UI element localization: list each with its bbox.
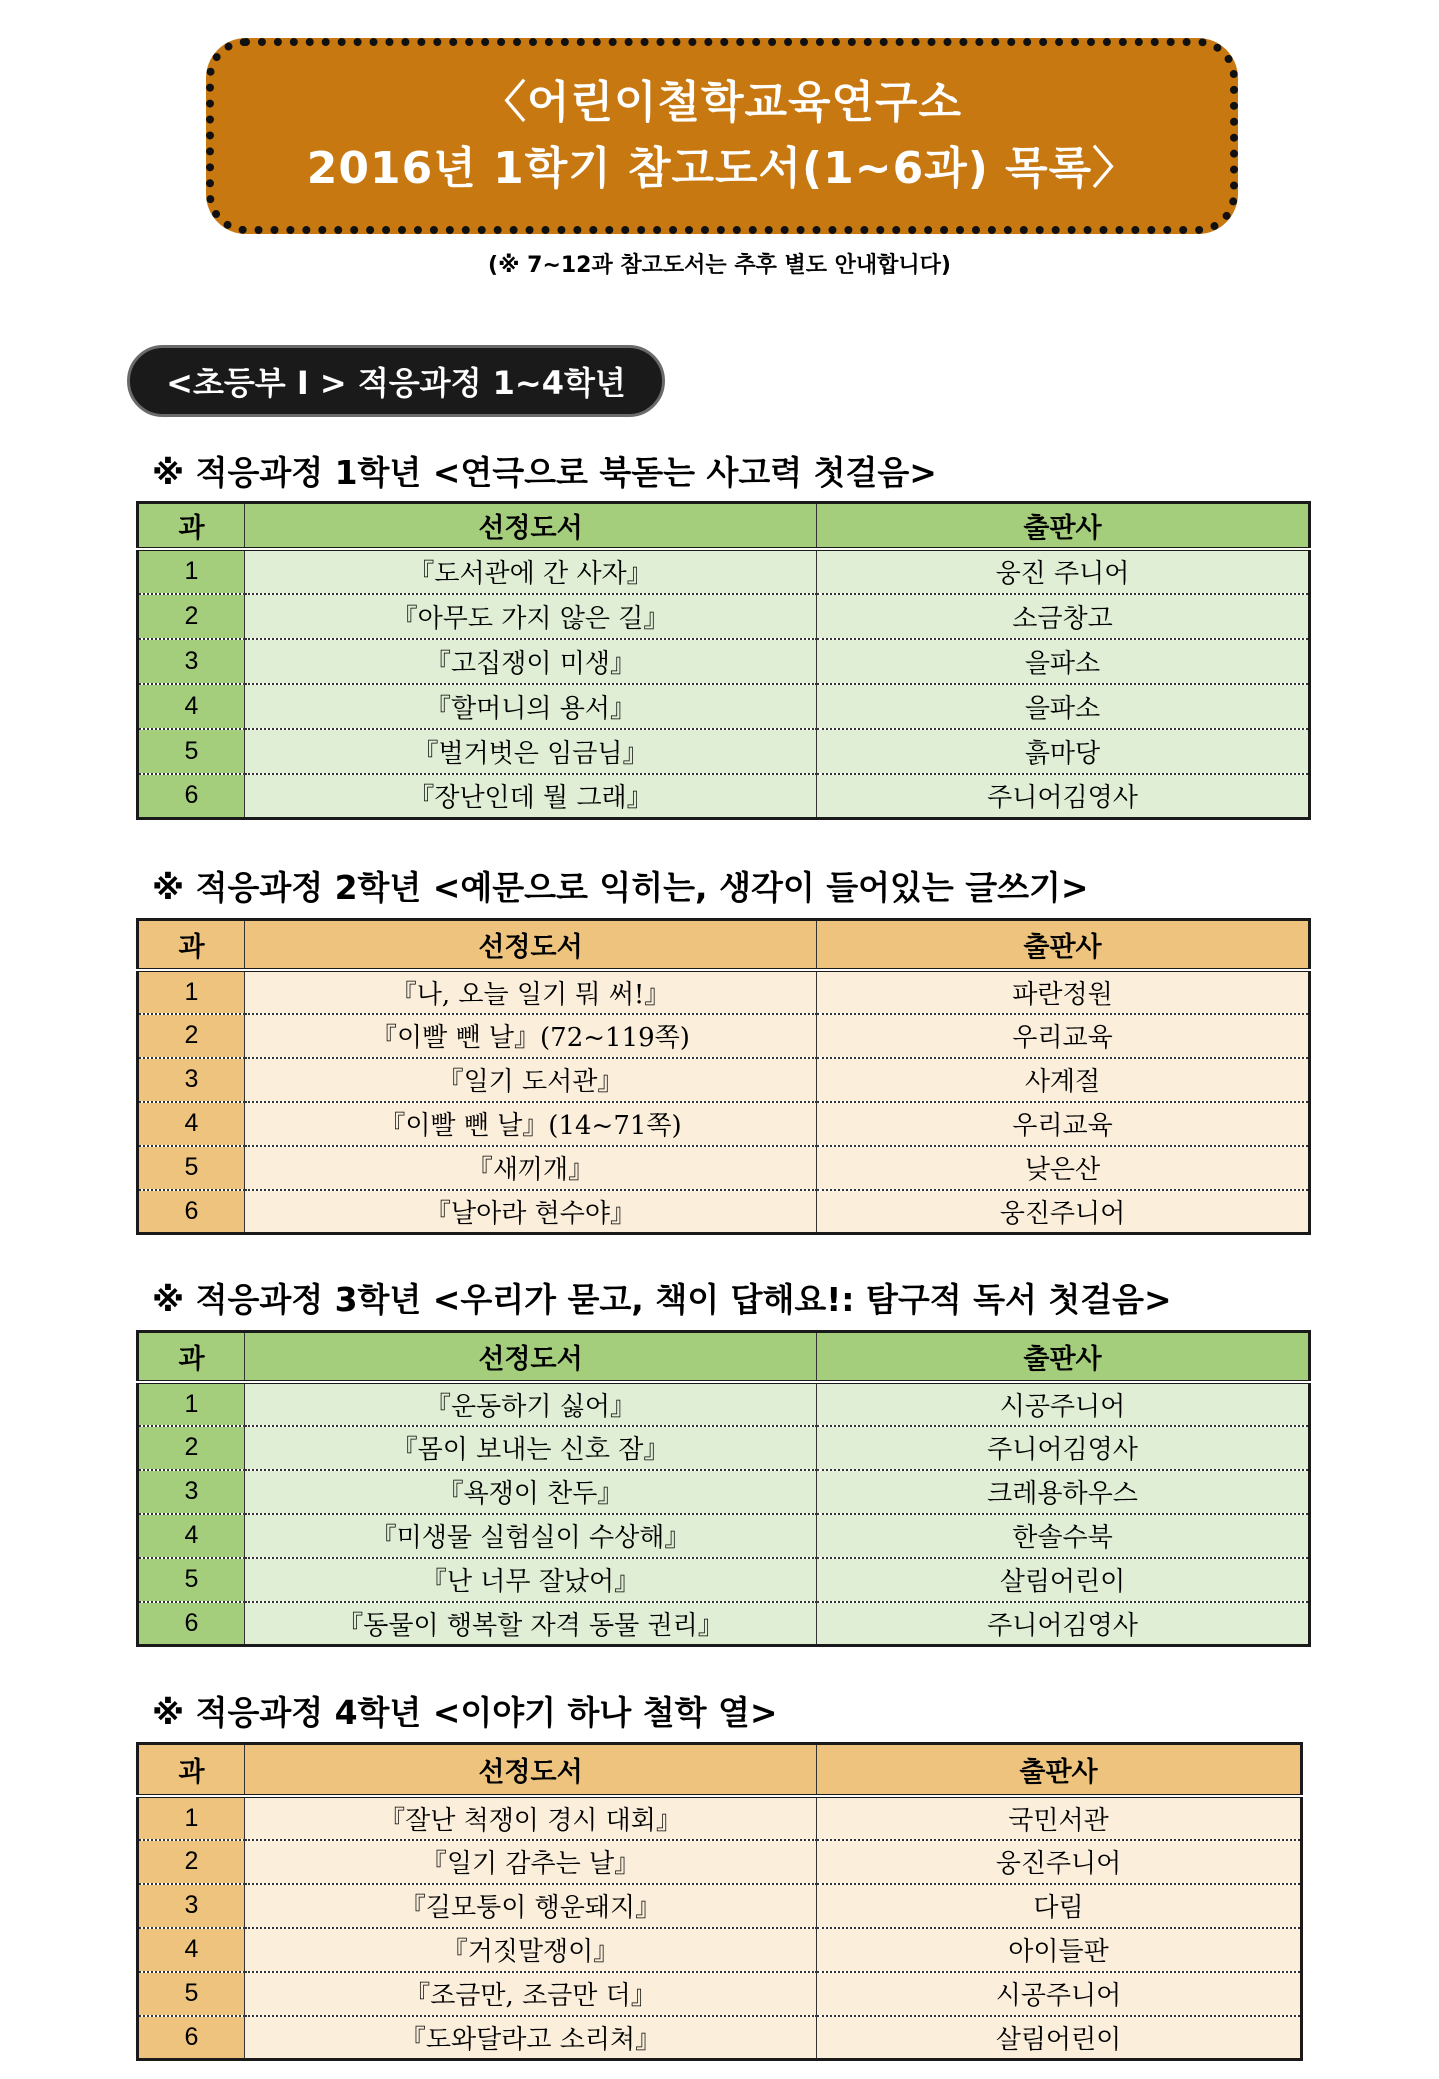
book-title: 『고집쟁이 미생』: [245, 639, 817, 684]
publisher: 주니어김영사: [817, 1602, 1310, 1646]
book-table-grade2: [136, 918, 1311, 1235]
section-title-grade3: ※ 적응과정 3학년 <우리가 묻고, 책이 답해요!: 탐구적 독서 첫걸음>: [152, 1280, 1172, 1319]
book-table-grade1: [136, 501, 1311, 820]
lesson-number: 5: [138, 1972, 245, 2016]
col-header-publisher: 출판사: [817, 1744, 1302, 1796]
book-title: 『운동하기 싫어』: [245, 1382, 817, 1426]
lesson-number: 2: [138, 1014, 245, 1058]
publisher: 시공주니어: [817, 1972, 1302, 2016]
book-title: 『난 너무 잘났어』: [245, 1558, 817, 1602]
section-title-grade1: ※ 적응과정 1학년 <연극으로 북돋는 사고력 첫걸음>: [152, 453, 937, 492]
lesson-number: 6: [138, 774, 245, 819]
book-table-grade4: [136, 1742, 1303, 2061]
col-header-lesson: 과: [138, 503, 245, 549]
book-title: 『몸이 보내는 신호 잠』: [245, 1426, 817, 1470]
table-row: [138, 1514, 1310, 1558]
table-row: [138, 684, 1310, 729]
page-title-line2: 2016년 1학기 참고도서(1~6과) 목록〉: [306, 143, 1138, 194]
publisher: 을파소: [817, 639, 1310, 684]
table-row: [138, 1602, 1310, 1646]
page-title-line1: 〈어린이철학교육연구소: [481, 77, 963, 128]
book-title: 『할머니의 용서』: [245, 684, 817, 729]
book-title: 『동물이 행복할 자격 동물 권리』: [245, 1602, 817, 1646]
col-header-book: 선정도서: [245, 1744, 817, 1796]
table-header-row: [138, 503, 1310, 549]
col-header-publisher: 출판사: [817, 1332, 1310, 1382]
book-table-grade3: [136, 1330, 1311, 1647]
lesson-number: 4: [138, 1514, 245, 1558]
lesson-number: 4: [138, 1102, 245, 1146]
book-title: 『도와달라고 소리쳐』: [245, 2016, 817, 2060]
table-row: [138, 594, 1310, 639]
table-row: [138, 1146, 1310, 1190]
publisher: 우리교육: [817, 1014, 1310, 1058]
lesson-number: 3: [138, 639, 245, 684]
publisher: 크레용하우스: [817, 1470, 1310, 1514]
page-title-box: [206, 38, 1238, 234]
lesson-number: 1: [138, 549, 245, 594]
col-header-book: 선정도서: [245, 1332, 817, 1382]
lesson-number: 6: [138, 2016, 245, 2060]
col-header-book: 선정도서: [245, 920, 817, 970]
publisher: 살림어린이: [817, 1558, 1310, 1602]
book-title: 『벌거벗은 임금님』: [245, 729, 817, 774]
table-row: [138, 1972, 1302, 2016]
table-header-row: [138, 920, 1310, 970]
publisher: 살림어린이: [817, 2016, 1302, 2060]
table-row: [138, 549, 1310, 594]
table-row: [138, 1102, 1310, 1146]
publisher: 흙마당: [817, 729, 1310, 774]
section-title-grade2: ※ 적응과정 2학년 <예문으로 익히는, 생각이 들어있는 글쓰기>: [152, 868, 1089, 907]
book-title: 『일기 감추는 날』: [245, 1840, 817, 1884]
table-row: [138, 1014, 1310, 1058]
table-row: [138, 1558, 1310, 1602]
book-title: 『나, 오늘 일기 뭐 써!』: [245, 970, 817, 1014]
lesson-number: 1: [138, 1382, 245, 1426]
lesson-number: 1: [138, 1796, 245, 1840]
publisher: 국민서관: [817, 1796, 1302, 1840]
table-row: [138, 1884, 1302, 1928]
lesson-number: 2: [138, 1426, 245, 1470]
publisher: 파란정원: [817, 970, 1310, 1014]
col-header-book: 선정도서: [245, 503, 817, 549]
book-title: 『이빨 뺀 날』(72~119쪽): [245, 1014, 817, 1058]
lesson-number: 3: [138, 1470, 245, 1514]
col-header-lesson: 과: [138, 1744, 245, 1796]
table-row: [138, 2016, 1302, 2060]
col-header-publisher: 출판사: [817, 503, 1310, 549]
section-title-grade4: ※ 적응과정 4학년 <이야기 하나 철학 열>: [152, 1693, 778, 1732]
book-title: 『장난인데 뭘 그래』: [245, 774, 817, 819]
publisher: 우리교육: [817, 1102, 1310, 1146]
book-title: 『잘난 척쟁이 경시 대회』: [245, 1796, 817, 1840]
publisher: 소금창고: [817, 594, 1310, 639]
lesson-number: 3: [138, 1884, 245, 1928]
table-header-row: [138, 1332, 1310, 1382]
publisher: 웅진 주니어: [817, 549, 1310, 594]
lesson-number: 4: [138, 684, 245, 729]
book-title: 『길모퉁이 행운돼지』: [245, 1884, 817, 1928]
publisher: 웅진주니어: [817, 1190, 1310, 1234]
division-label: <초등부 Ⅰ > 적응과정 1~4학년: [127, 345, 665, 417]
lesson-number: 5: [138, 729, 245, 774]
publisher: 아이들판: [817, 1928, 1302, 1972]
book-title: 『이빨 뺀 날』(14~71쪽): [245, 1102, 817, 1146]
publisher: 주니어김영사: [817, 1426, 1310, 1470]
lesson-number: 6: [138, 1190, 245, 1234]
book-title: 『거짓말쟁이』: [245, 1928, 817, 1972]
col-header-publisher: 출판사: [817, 920, 1310, 970]
publisher: 한솔수북: [817, 1514, 1310, 1558]
book-title: 『도서관에 간 사자』: [245, 549, 817, 594]
table-row: [138, 1796, 1302, 1840]
book-title: 『새끼개』: [245, 1146, 817, 1190]
book-title: 『미생물 실험실이 수상해』: [245, 1514, 817, 1558]
lesson-number: 4: [138, 1928, 245, 1972]
book-title: 『아무도 가지 않은 길』: [245, 594, 817, 639]
col-header-lesson: 과: [138, 920, 245, 970]
book-title: 『조금만, 조금만 더』: [245, 1972, 817, 2016]
table-row: [138, 774, 1310, 819]
table-row: [138, 729, 1310, 774]
table-row: [138, 1058, 1310, 1102]
lesson-number: 1: [138, 970, 245, 1014]
table-header-row: [138, 1744, 1302, 1796]
lesson-number: 2: [138, 594, 245, 639]
publisher: 웅진주니어: [817, 1840, 1302, 1884]
table-row: [138, 639, 1310, 684]
table-row: [138, 1470, 1310, 1514]
publisher: 주니어김영사: [817, 774, 1310, 819]
publisher: 낮은산: [817, 1146, 1310, 1190]
table-row: [138, 1928, 1302, 1972]
col-header-lesson: 과: [138, 1332, 245, 1382]
table-row: [138, 1840, 1302, 1884]
lesson-number: 6: [138, 1602, 245, 1646]
table-row: [138, 1382, 1310, 1426]
book-title: 『욕쟁이 찬두』: [245, 1470, 817, 1514]
lesson-number: 5: [138, 1146, 245, 1190]
lesson-number: 2: [138, 1840, 245, 1884]
table-row: [138, 1190, 1310, 1234]
publisher: 다림: [817, 1884, 1302, 1928]
lesson-number: 5: [138, 1558, 245, 1602]
publisher: 을파소: [817, 684, 1310, 729]
lesson-number: 3: [138, 1058, 245, 1102]
page-note: (※ 7~12과 참고도서는 추후 별도 안내합니다): [488, 253, 951, 278]
publisher: 사계절: [817, 1058, 1310, 1102]
book-title: 『날아라 현수야』: [245, 1190, 817, 1234]
book-title: 『일기 도서관』: [245, 1058, 817, 1102]
publisher: 시공주니어: [817, 1382, 1310, 1426]
table-row: [138, 970, 1310, 1014]
table-row: [138, 1426, 1310, 1470]
